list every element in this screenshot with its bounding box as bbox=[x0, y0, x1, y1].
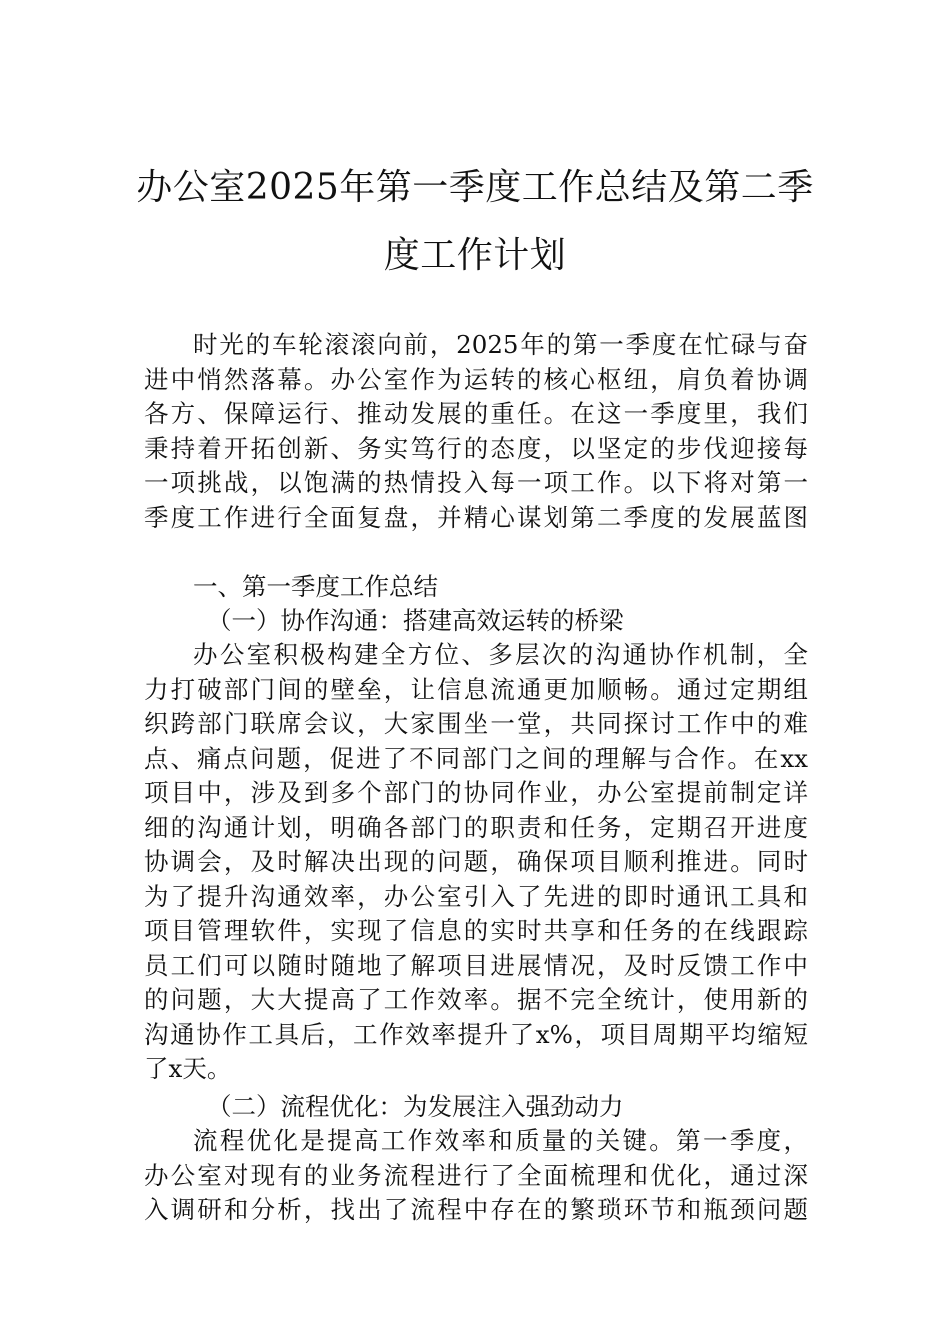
paragraph-line: 细的沟通计划，明确各部门的职责和任务，定期召开进度 bbox=[144, 812, 808, 842]
intro-line: 各方、保障运行、推动发展的重任。在这一季度里，我们 bbox=[144, 399, 808, 428]
subsection-heading-process: （二）流程优化：为发展注入强劲动力 bbox=[207, 1092, 624, 1121]
communication-paragraph bbox=[144, 638, 808, 1087]
paragraph-line: 的问题，大大提高了工作效率。据不完全统计，使用新的 bbox=[144, 985, 808, 1014]
paragraph-line: 流程优化是提高工作效率和质量的关键。第一季度， bbox=[193, 1126, 808, 1155]
document-title-line-2: 度工作计划 bbox=[383, 235, 567, 276]
intro-line: 一项挑战，以饱满的热情投入每一项工作。以下将对第一 bbox=[144, 468, 808, 497]
paragraph-line: 沟通协作工具后，工作效率提升了x%，项目周期平均缩短 bbox=[144, 1019, 808, 1049]
paragraph-line: 办公室对现有的业务流程进行了全面梳理和优化，通过深 bbox=[144, 1160, 808, 1190]
intro-paragraph bbox=[144, 328, 808, 535]
paragraph-line: 为了提升沟通效率，办公室引入了先进的即时通讯工具和 bbox=[144, 881, 808, 911]
paragraph-line: 入调研和分析，找出了流程中存在的繁琐环节和瓶颈问题 bbox=[144, 1195, 808, 1224]
paragraph-line: 点、痛点问题，促进了不同部门之间的理解与合作。在xx bbox=[144, 743, 808, 773]
paragraph-line: 协调会，及时解决出现的问题，确保项目顺利推进。同时 bbox=[144, 847, 808, 876]
process-paragraph bbox=[144, 1124, 808, 1228]
document-title-line-1: 办公室2025年第一季度工作总结及第二季 bbox=[136, 167, 814, 208]
subsection-heading-communication: （一）协作沟通：搭建高效运转的桥梁 bbox=[207, 606, 624, 635]
section-heading-summary: 一、第一季度工作总结 bbox=[193, 572, 438, 601]
paragraph-line: 项目中，涉及到多个部门的协同作业，办公室提前制定详 bbox=[144, 778, 808, 807]
paragraph-line: 办公室积极构建全方位、多层次的沟通协作机制，全 bbox=[193, 640, 808, 669]
paragraph-line: 力打破部门间的壁垒，让信息流通更加顺畅。通过定期组 bbox=[144, 674, 808, 704]
paragraph-line: 员工们可以随时随地了解项目进展情况，及时反馈工作中 bbox=[144, 950, 808, 980]
intro-line: 进中悄然落幕。办公室作为运转的核心枢纽，肩负着协调 bbox=[144, 364, 808, 394]
intro-line: 秉持着开拓创新、务实笃行的态度，以坚定的步伐迎接每 bbox=[144, 433, 808, 463]
paragraph-line: 了x天。 bbox=[144, 1054, 232, 1083]
paragraph-line: 织跨部门联席会议，大家围坐一堂，共同探讨工作中的难 bbox=[144, 709, 808, 738]
intro-line: 时光的车轮滚滚向前，2025年的第一季度在忙碌与奋 bbox=[193, 330, 808, 359]
paragraph-line: 项目管理软件，实现了信息的实时共享和任务的在线跟踪 bbox=[144, 916, 808, 945]
intro-line: 季度工作进行全面复盘，并精心谋划第二季度的发展蓝图 bbox=[144, 502, 808, 532]
